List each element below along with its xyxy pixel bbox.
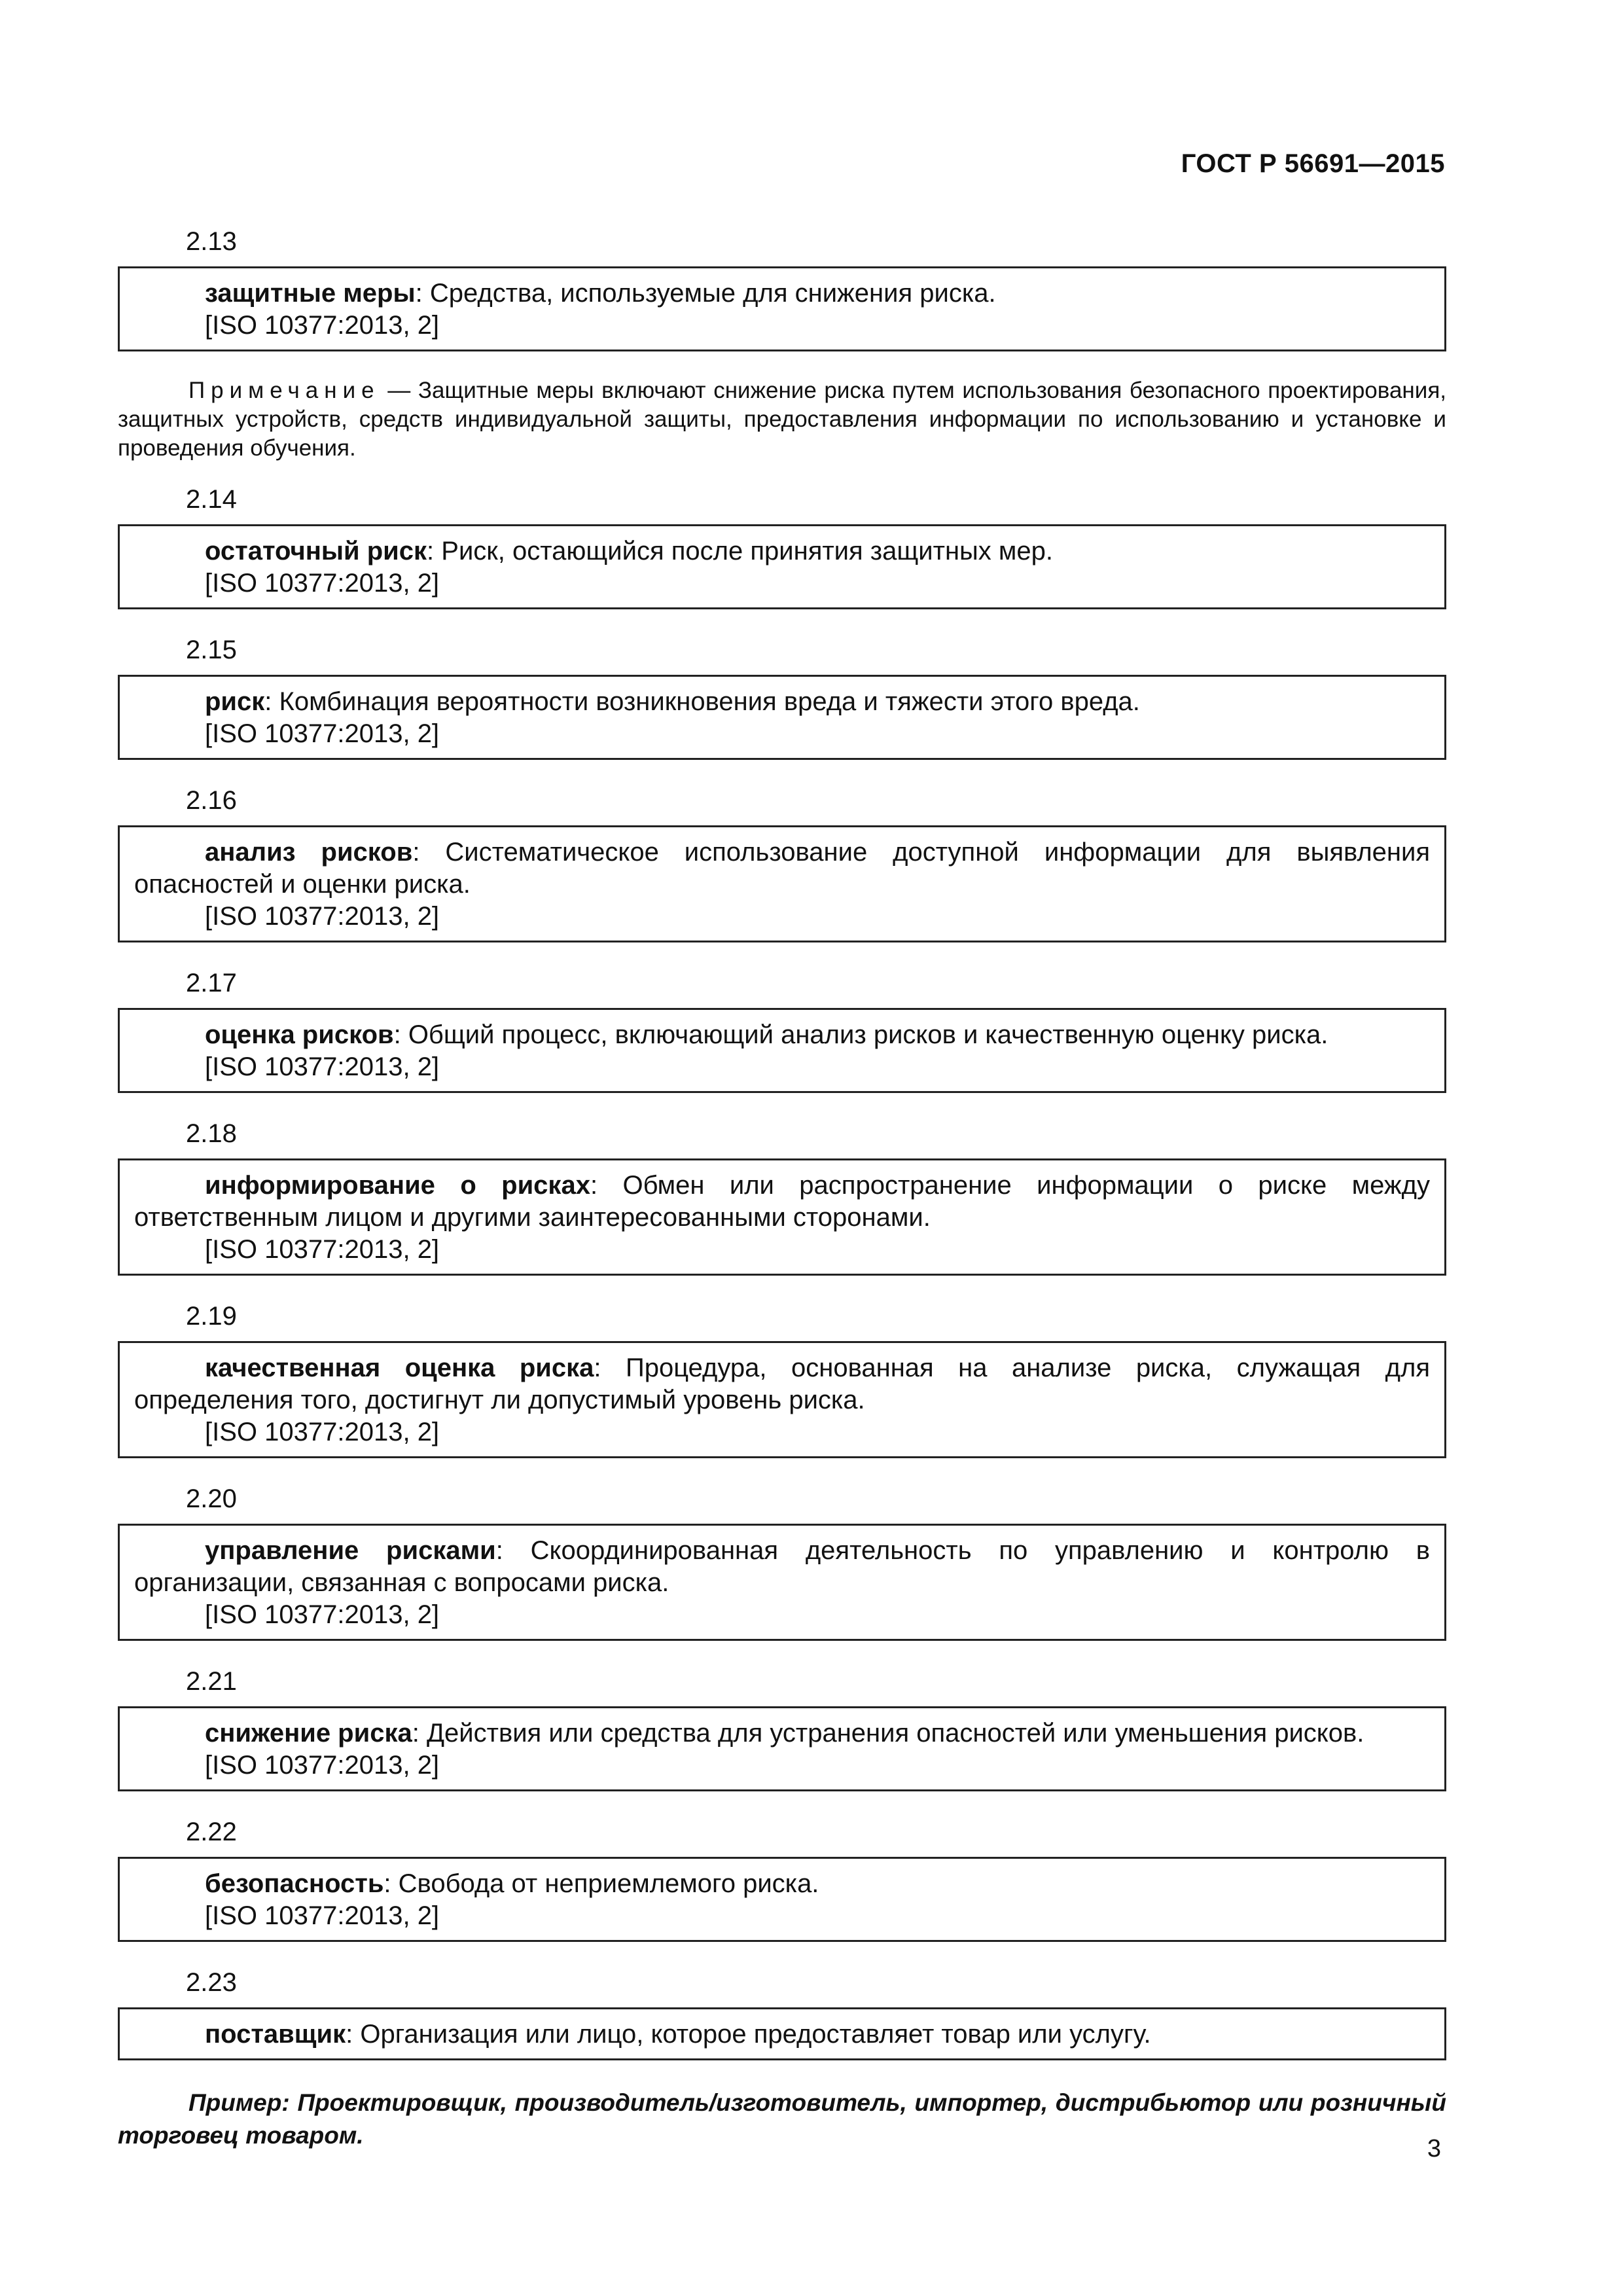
term-box	[118, 266, 1446, 351]
term-reference: [ISO 10377:2013, 2]	[205, 1235, 440, 1264]
entry-number: 2.14	[186, 485, 237, 514]
term-name: остаточный риск	[205, 537, 427, 565]
term-reference: [ISO 10377:2013, 2]	[205, 1418, 440, 1446]
term-definition: : Комбинация вероятности возникновения вреда и тяжести этого вреда.	[264, 687, 1140, 716]
term-box	[118, 825, 1446, 942]
term-reference: [ISO 10377:2013, 2]	[205, 1751, 440, 1780]
term-name: снижение риска	[205, 1719, 412, 1748]
term-reference: [ISO 10377:2013, 2]	[205, 311, 440, 340]
note-text: — Защитные меры включают снижение риска путем использования безопасного проектирования, защитных устройств, средств индивидуальной защиты, предоставления информации по использованию и установке и проведения обучения.	[118, 378, 1446, 461]
term-entry-2-19	[118, 1300, 1446, 1458]
term-name: оценка рисков	[205, 1020, 394, 1049]
page-number: 3	[1427, 2135, 1441, 2162]
term-box	[118, 1524, 1446, 1641]
entry-number: 2.22	[186, 1818, 237, 1846]
term-definition: : Действия или средства для устранения опасностей или уменьшения рисков.	[412, 1719, 1364, 1748]
term-entry-2-18	[118, 1118, 1446, 1276]
term-box	[118, 1857, 1446, 1942]
term-box	[118, 1706, 1446, 1791]
entry-number: 2.19	[186, 1302, 237, 1331]
entry-number: 2.16	[186, 786, 237, 815]
term-definition: : Свобода от неприемлемого риска.	[383, 1869, 819, 1898]
note-label: Примечание	[188, 378, 380, 403]
term-box	[118, 524, 1446, 609]
term-entry-2-13	[118, 226, 1446, 351]
document-code: ГОСТ Р 56691—2015	[1181, 149, 1445, 178]
term-reference: [ISO 10377:2013, 2]	[205, 1901, 440, 1930]
example-paragraph: Пример: Проектировщик, производитель/изготовитель, импортер, дистрибьютор или розничный торговец товаром.	[118, 2089, 1446, 2149]
term-name: анализ рисков	[205, 838, 413, 867]
term-definition: : Систематическое использование доступной информации для выявления опасностей и оценки риска.	[134, 838, 1431, 899]
term-name: безопасность	[205, 1869, 384, 1898]
entry-number: 2.20	[186, 1484, 237, 1513]
term-box	[118, 1341, 1446, 1458]
entry-number: 2.15	[186, 636, 237, 664]
term-entry-2-15	[118, 634, 1446, 760]
term-definition: : Скоординированная деятельность по управлению и контролю в организации, связанная с вопросами риска.	[134, 1536, 1430, 1597]
entry-number: 2.13	[186, 227, 237, 256]
term-entry-2-22	[118, 1816, 1446, 1942]
term-entry-2-16	[118, 785, 1446, 942]
term-box	[118, 1158, 1446, 1276]
term-name: информирование о рисках	[205, 1171, 590, 1200]
term-name: управление рисками	[205, 1536, 496, 1565]
term-entry-2-14	[118, 484, 1446, 609]
term-entry-2-21	[118, 1666, 1446, 1791]
term-definition: : Процедура, основанная на анализе риска, служащая для определения того, достигнут ли допустимый уровень риска.	[134, 1354, 1431, 1414]
term-entry-2-23	[118, 1967, 1446, 2060]
term-definition: : Общий процесс, включающий анализ рисков и качественную оценку риска.	[393, 1020, 1329, 1049]
term-reference: [ISO 10377:2013, 2]	[205, 902, 440, 931]
term-box	[118, 2007, 1446, 2060]
entry-number: 2.23	[186, 1968, 237, 1997]
entry-number: 2.21	[186, 1667, 237, 1696]
term-box	[118, 675, 1446, 760]
terms-section	[118, 226, 1446, 2152]
entry-number: 2.17	[186, 969, 237, 997]
term-reference: [ISO 10377:2013, 2]	[205, 1052, 440, 1081]
term-name: риск	[205, 687, 265, 716]
term-definition: : Риск, остающийся после принятия защитных мер.	[427, 537, 1054, 565]
term-name: защитные меры	[205, 279, 416, 308]
term-definition: : Организация или лицо, которое предоставляет товар или услугу.	[346, 2020, 1151, 2049]
term-reference: [ISO 10377:2013, 2]	[205, 719, 440, 748]
term-reference: [ISO 10377:2013, 2]	[205, 1600, 440, 1629]
entry-number: 2.18	[186, 1119, 237, 1148]
term-box	[118, 1008, 1446, 1093]
term-definition: : Средства, используемые для снижения риска.	[415, 279, 996, 308]
term-name: поставщик	[205, 2020, 346, 2049]
term-reference: [ISO 10377:2013, 2]	[205, 569, 440, 598]
term-entry-2-20	[118, 1483, 1446, 1641]
term-entry-2-17	[118, 967, 1446, 1093]
term-definition: : Обмен или распространение информации о риске между ответственным лицом и другими заинтересованными сторонами.	[134, 1171, 1430, 1232]
term-name: качественная оценка риска	[205, 1354, 594, 1382]
note-paragraph	[118, 376, 1446, 463]
